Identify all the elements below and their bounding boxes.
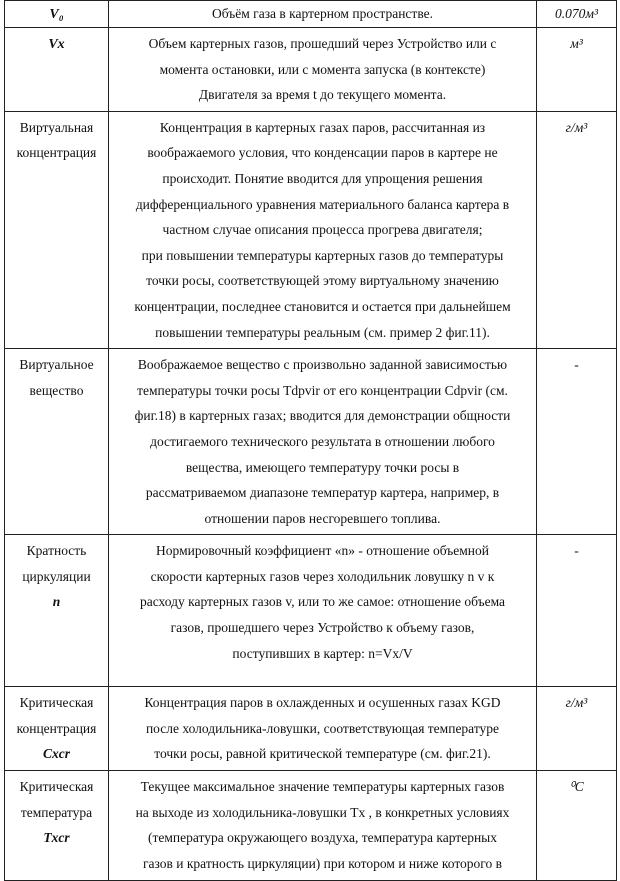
definition-line: фиг.18) в картерных газах; вводится для демонстрации общности	[134, 408, 511, 424]
definition-line: поступивших в картер: n=Vx/V	[232, 645, 413, 661]
term-cell	[5, 687, 109, 771]
definition-line: момента остановки, или с момента запуска (в контексте)	[159, 61, 486, 77]
definition-line: Воображаемое вещество с произвольно заданной зависимостью	[137, 357, 508, 373]
term-cell	[5, 1, 109, 28]
definition-cell	[109, 28, 537, 112]
definition-line: скорости картерных газов через холодильник ловушку n v к	[150, 568, 495, 584]
definition-line: дифференциального уравнения материального баланса картера в	[135, 196, 510, 212]
term-label: Критическая	[19, 779, 94, 795]
definition-line: концентрации, последнее становится и остается при дальнейшем	[134, 298, 511, 314]
definition-line: газов и кратность циркуляции) при котором и ниже которого в	[142, 855, 502, 871]
definition-cell	[109, 535, 537, 687]
term-cell	[5, 349, 109, 535]
term-symbol: V₀	[49, 7, 64, 22]
unit-cell: ⁰C	[537, 771, 617, 881]
term-label: циркуляции	[22, 568, 91, 584]
term-cell	[5, 28, 109, 112]
term-label: Виртуальное	[19, 357, 94, 373]
definition-line: вещества, имеющего температуру точки росы в	[185, 459, 460, 475]
definition-line: на выходе из холодильника-ловушки Tx , в конкретных условиях	[135, 804, 510, 820]
definition-line: при повышении температуры картерных газов до температуры	[141, 247, 504, 263]
definition-line: воображаемого условия, что конденсации паров в картере не	[147, 145, 498, 161]
term-symbol: n	[52, 594, 61, 610]
definition-line: точки росы, равной критической температуре (см. фиг.21).	[154, 746, 491, 762]
term-label: Критическая	[19, 695, 94, 711]
definition-line: Текущее максимальное значение температуры картерных газов	[140, 779, 505, 795]
term-label: концентрация	[16, 720, 97, 736]
definition-line: после холодильника-ловушки, соответствующая температуре	[145, 720, 500, 736]
term-cell	[5, 111, 109, 348]
definition-line: Двигателя за время t до текущего момента.	[198, 87, 447, 103]
definition-cell	[109, 111, 537, 348]
term-cell	[5, 771, 109, 881]
term-label: Виртуальная	[19, 119, 94, 135]
definition-line: Концентрация в картерных газах паров, рассчитанная из	[159, 119, 486, 135]
definition-cell	[109, 1, 537, 28]
table-row	[5, 687, 617, 771]
unit-cell: -	[537, 535, 617, 687]
definition-line: (температура окружающего воздуха, температура картерных	[148, 830, 497, 846]
definition-line: Объем картерных газов, прошедший через Устройство или с	[148, 36, 497, 51]
unit-cell: -	[537, 349, 617, 535]
definition-line: рассматриваемом диапазоне температур картера, например, в	[145, 485, 500, 501]
definition-line: Концентрация паров в охлажденных и осушенных газах KGD	[144, 695, 501, 711]
unit-cell: м³	[537, 28, 617, 112]
term-label: Кратность	[26, 543, 87, 559]
definition-line: происходит. Понятие вводится для упрощения решения	[162, 170, 483, 186]
unit-cell: г/м³	[537, 111, 617, 348]
unit-cell: г/м³	[537, 687, 617, 771]
definition-cell	[109, 771, 537, 881]
definition-line: достигаемого технического результата в отношении любого	[150, 433, 495, 449]
table-row	[5, 771, 617, 881]
definition-line: повышении температуры реальным (см. пример 2 фиг.11).	[155, 324, 490, 340]
unit-cell: 0.070м³	[537, 1, 617, 28]
table-row	[5, 1, 617, 28]
definition-line: газов, прошедшего через Устройство к объему газов,	[170, 620, 475, 636]
term-symbol: Vx	[48, 37, 65, 52]
definition-line: расходу картерных газов v, или то же самое: отношение объема	[139, 594, 506, 610]
term-label: вещество	[29, 382, 84, 398]
term-cell	[5, 535, 109, 687]
table-row	[5, 349, 617, 535]
table-row	[5, 28, 617, 112]
term-symbol: Txcr	[43, 830, 70, 846]
definition-line: Объём газа в картерном пространстве.	[212, 6, 433, 21]
terms-table-body	[5, 1, 617, 881]
definition-line: отношении паров несгоревшего топлива.	[204, 510, 441, 526]
term-label: температура	[20, 804, 93, 820]
definition-line: температуры точки росы Tdpvir от его концентрации Cdpvir (см.	[137, 382, 508, 398]
table-row	[5, 111, 617, 348]
terms-table	[4, 0, 617, 881]
definition-line: частном случае описания процесса прогрева двигателя;	[162, 222, 483, 238]
term-symbol: Cxcr	[43, 746, 70, 762]
table-row	[5, 535, 617, 687]
definition-line: точки росы, соответствующей этому виртуальному значению	[146, 273, 499, 289]
definition-cell	[109, 349, 537, 535]
definition-cell	[109, 687, 537, 771]
term-label: концентрация	[16, 145, 97, 161]
definition-line: Нормировочный коэффициент «n» - отношение объемной	[156, 543, 489, 559]
